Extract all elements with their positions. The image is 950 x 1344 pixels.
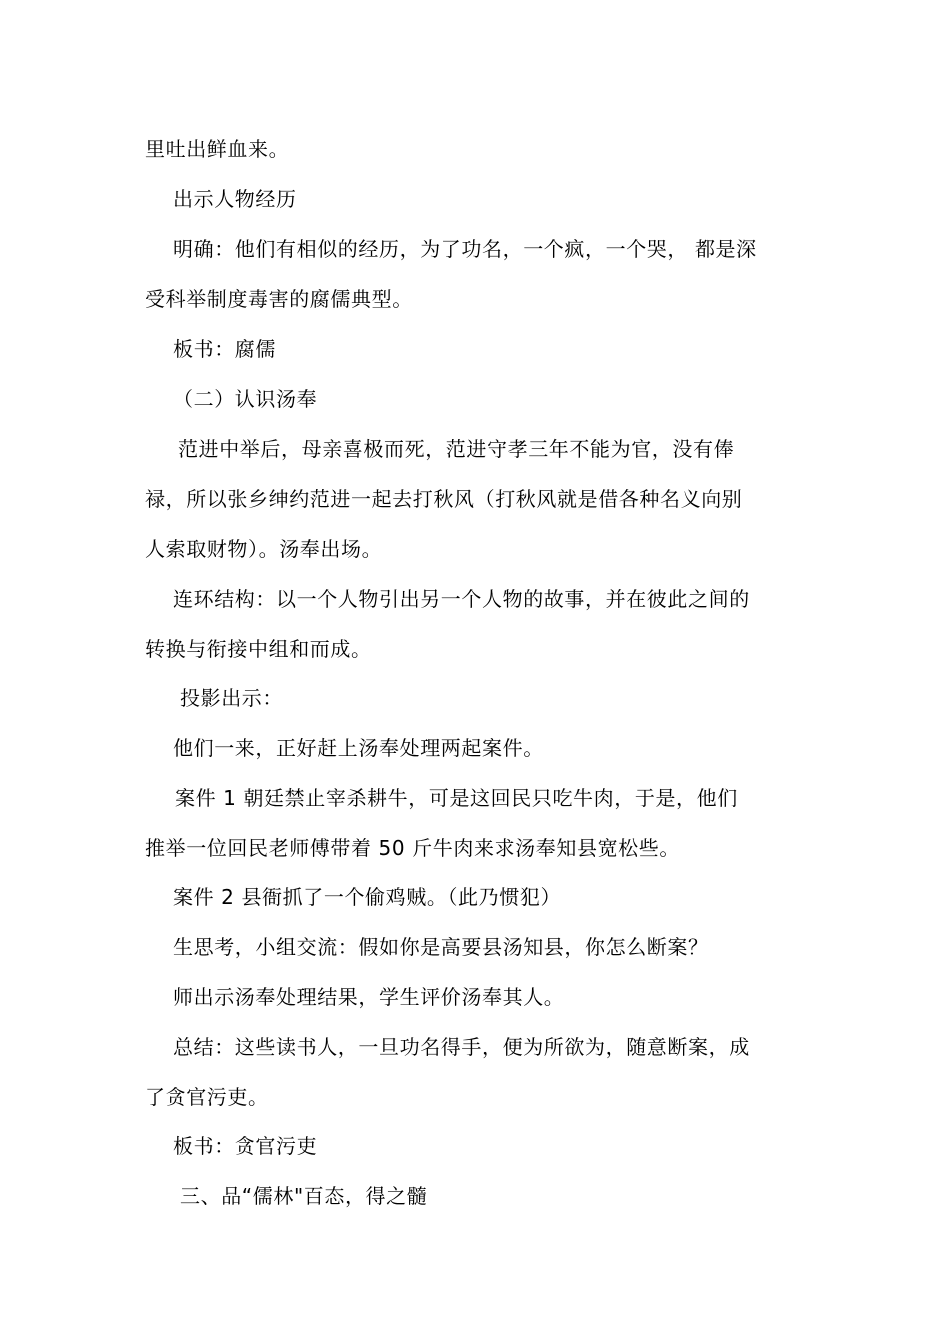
text-line: 了贪官污吏。	[145, 1085, 269, 1109]
text-line: 明确：他们有相似的经历，为了功名，一个疯，一个哭， 都是深	[173, 237, 757, 261]
text-line: 禄，所以张乡绅约范进一起去打秋风（打秋风就是借各种名义向别	[145, 487, 743, 511]
text-line: 投影出示：	[180, 686, 283, 710]
section-heading: 三、品“儒林"百态，得之髓	[180, 1184, 428, 1208]
text-line: 转换与衔接中组和而成。	[145, 637, 372, 661]
text-line: 出示人物经历	[173, 187, 297, 211]
text-line: 板书：腐儒	[173, 337, 276, 361]
text-line: 板书：贪官污吏	[173, 1134, 318, 1158]
text-line: 生思考，小组交流：假如你是高要县汤知县，你怎么断案？	[173, 935, 709, 959]
text-line: 范进中举后，母亲喜极而死，范进守孝三年不能为官，没有俸	[178, 437, 735, 461]
text-line: 人索取财物）。汤奉出场。	[145, 537, 383, 561]
text-line: 他们一来，正好赶上汤奉处理两起案件。	[173, 736, 544, 760]
text-line: 推举一位回民老师傅带着 50 斤牛肉来求汤奉知县宽松些。	[145, 836, 680, 860]
text-line: 里吐出鲜血来。	[145, 137, 290, 161]
text-line: 总结：这些读书人，一旦功名得手，便为所欲为，随意断案，成	[173, 1035, 750, 1059]
text-line: 受科举制度毒害的腐儒典型。	[145, 287, 413, 311]
section-heading: （二）认识汤奉	[173, 387, 318, 411]
text-line: 案件 1 朝廷禁止宰杀耕牛，可是这回民只吃牛肉，于是，他们	[175, 786, 738, 810]
text-line: 师出示汤奉处理结果，学生评价汤奉其人。	[173, 985, 565, 1009]
text-line: 连环结构：以一个人物引出另一个人物的故事，并在彼此之间的	[173, 587, 750, 611]
text-line: 案件 2 县衙抓了一个偷鸡贼。（此乃惯犯）	[173, 885, 562, 909]
